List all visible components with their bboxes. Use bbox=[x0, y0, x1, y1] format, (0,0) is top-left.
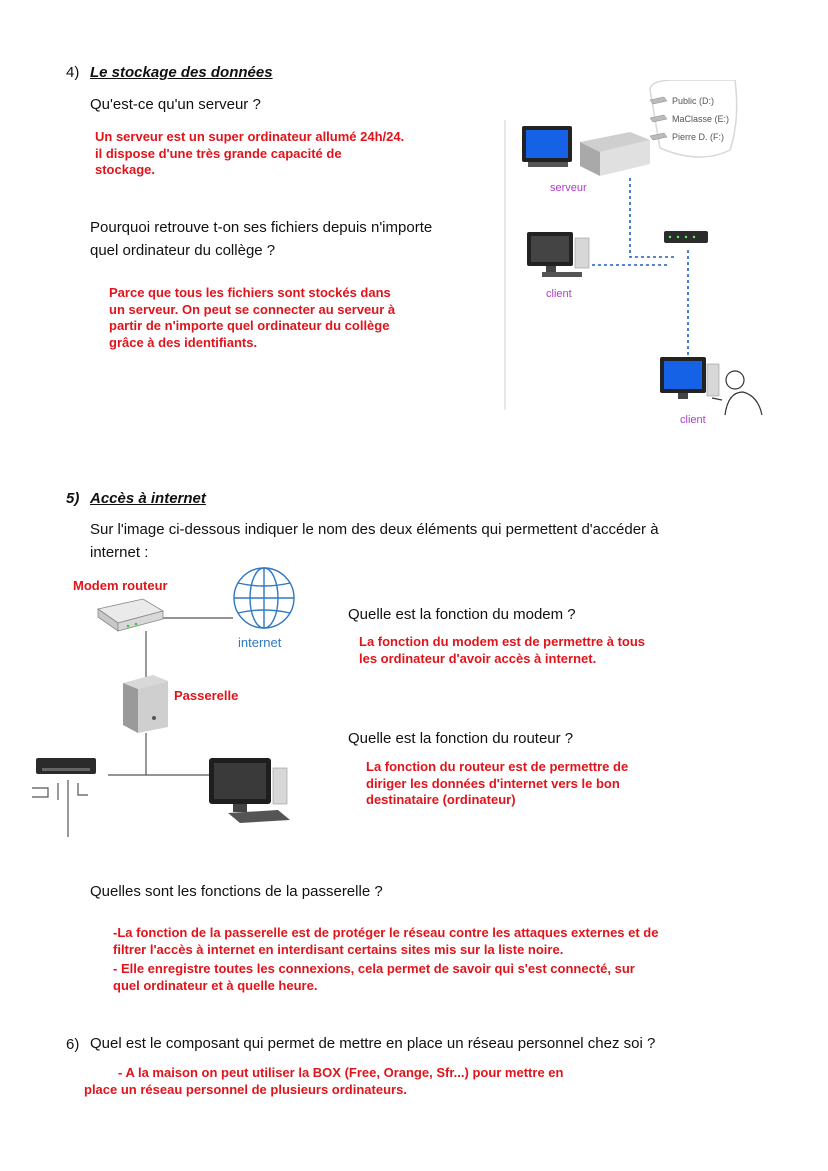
client-computer-icon-1 bbox=[527, 232, 589, 277]
drive-label-pierre: Pierre D. (F:) bbox=[672, 132, 725, 142]
answer-passerelle-1: -La fonction de la passerelle est de protéger le réseau contre les attaques externes et de filtrer l'accès à internet en interdisant certains sites mis sur la liste noire. bbox=[113, 925, 659, 957]
server-monitor-icon bbox=[522, 126, 572, 167]
network-links bbox=[580, 178, 688, 370]
answer-routeur: La fonction du routeur est de permettre de diriger les données d'internet vers le bon destinataire (ordinateur) bbox=[366, 759, 629, 807]
question-modem: Quelle est la fonction du modem ? bbox=[348, 606, 576, 623]
drive-label-public: Public (D:) bbox=[672, 96, 715, 106]
server-icon bbox=[580, 132, 650, 176]
server-client-diagram bbox=[500, 80, 780, 430]
answer-passerelle-2: - Elle enregistre toutes les connexions, cela permet de savoir qui s'est connecté, sur quel ordinateur et à quelle heure. bbox=[113, 961, 635, 993]
section4-title: Le stockage des données bbox=[90, 64, 273, 81]
internet-globe-icon bbox=[234, 568, 294, 628]
section6-answer-line2: place un réseau personnel de plusieurs ordinateurs. bbox=[84, 1082, 407, 1097]
section4-question-1: Qu'est-ce qu'un serveur ? bbox=[90, 96, 261, 113]
answer-modem: La fonction du modem est de permettre à tous les ordinateur d'avoir accès à internet. bbox=[359, 634, 646, 666]
section6-number: 6) bbox=[66, 1036, 80, 1053]
passerelle-server-icon bbox=[123, 675, 168, 733]
section4-answer-1: Un serveur est un super ordinateur allumé 24h/24. il dispose d'une très grande capacité de stockage. bbox=[95, 129, 405, 177]
section4-question-2: Pourquoi retrouve t-on ses fichiers depuis n'importe quel ordinateur du collège ? bbox=[90, 219, 433, 259]
switch-icon bbox=[664, 231, 708, 243]
desktop-computer-icon bbox=[209, 758, 290, 823]
question-passerelle: Quelles sont les fonctions de la passerelle ? bbox=[90, 883, 383, 900]
section6-answer-line1: - A la maison on peut utiliser la BOX (Free, Orange, Sfr...) pour mettre en bbox=[118, 1065, 564, 1080]
client-label-2: client bbox=[680, 414, 706, 426]
drive-label-maclasse: MaClasse (E:) bbox=[672, 114, 730, 124]
internet-access-diagram bbox=[28, 565, 318, 845]
passerelle-label: Passerelle bbox=[174, 688, 239, 703]
client-computer-icon-2 bbox=[660, 357, 719, 399]
modem-router-icon bbox=[98, 599, 163, 631]
section5-intro: Sur l'image ci-dessous indiquer le nom des deux éléments qui permettent d'accéder à internet : bbox=[90, 521, 659, 561]
section4-answer-2: Parce que tous les fichiers sont stockés dans un serveur. On peut se connecter au serveur à partir de n'importe quel ordinateur du collège grâce à des identifiants. bbox=[109, 285, 396, 350]
section6-question: Quel est le composant qui permet de mettre en place un réseau personnel chez soi ? bbox=[90, 1035, 656, 1052]
user-person-icon bbox=[712, 371, 762, 415]
client-label-1: client bbox=[546, 288, 572, 300]
section5-number: 5) bbox=[66, 490, 80, 507]
network-switch-icon bbox=[36, 758, 96, 774]
modem-routeur-label: Modem routeur bbox=[73, 578, 168, 593]
question-routeur: Quelle est la fonction du routeur ? bbox=[348, 730, 574, 747]
section4-number: 4) bbox=[66, 64, 80, 81]
internet-label: internet bbox=[238, 635, 282, 650]
server-label: serveur bbox=[550, 182, 587, 194]
section5-title: Accès à internet bbox=[90, 490, 206, 507]
